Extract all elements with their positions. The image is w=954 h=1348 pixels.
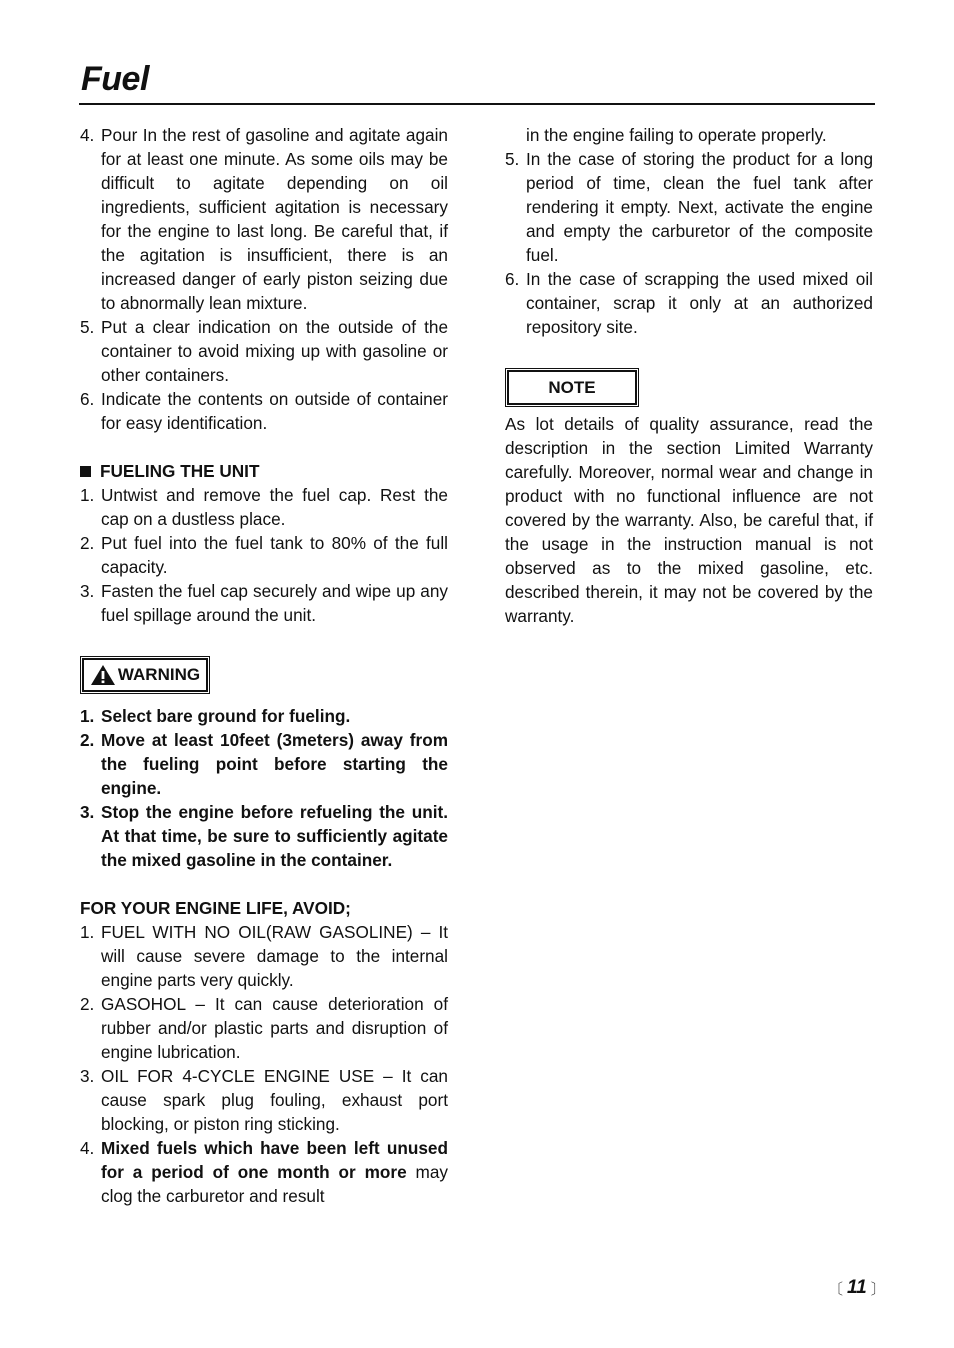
continuation-text: in the engine failing to operate properly.: [526, 125, 827, 145]
list-item: 6. In the case of scrapping the used mixed oil container, scrap it only at an authorized repository site.: [505, 269, 873, 337]
warning-list: [80, 704, 448, 872]
left-column: [80, 123, 448, 1208]
fueling-steps-list: [80, 483, 448, 627]
list-item: 3. OIL FOR 4-CYCLE ENGINE USE – It can cause spark plug fouling, exhaust port blocking, or piston ring sticking.: [80, 1066, 448, 1134]
list-item: 4. Mixed fuels which have been left unused for a period of one month or more may clog the carburetor and result: [80, 1138, 448, 1206]
list-item: 3. Stop the engine before refueling the unit. At that time, be sure to sufficiently agitate the mixed gasoline in the container.: [80, 802, 448, 870]
right-column: [505, 123, 873, 628]
list-item: 2. GASOHOL – It can cause deterioration of rubber and/or plastic parts and disruption of engine lubrication.: [80, 994, 448, 1062]
square-bullet-icon: [80, 466, 91, 477]
mixing-steps-list: [80, 123, 448, 435]
list-item: 1. Untwist and remove the fuel cap. Rest the cap on a dustless place.: [80, 485, 448, 529]
bracket-left-icon: 〔: [828, 1280, 844, 1298]
list-item: 1. Select bare ground for fueling.: [80, 706, 351, 726]
avoid-list: [80, 920, 448, 1208]
fueling-heading: FUELING THE UNIT: [80, 459, 448, 483]
list-item: 2. Put fuel into the fuel tank to 80% of the full capacity.: [80, 533, 448, 577]
warning-triangle-icon: [90, 664, 116, 686]
list-item: 1. FUEL WITH NO OIL(RAW GASOLINE) – It will cause severe damage to the internal engine parts very quickly.: [80, 922, 448, 990]
list-item: 4. Pour In the rest of gasoline and agitate again for at least one minute. As some oils may be difficult to agitate depending on oil ingredients, sufficient agitation is necessary for the engine to last long. Be careful that, if the agitation is insufficient, there is an increased danger of early piston seizing due to abnormally lean mixture.: [80, 125, 448, 313]
page-title: Fuel: [81, 60, 149, 98]
list-item: 2. Move at least 10feet (3meters) away from the fueling point before starting the engine.: [80, 730, 448, 798]
note-text: As lot details of quality assurance, read the description in the section Limited Warranty carefully. Moreover, normal wear and change in product with no functional influence are not covered by the warranty. Also, be careful that, if the usage in the instruction manual is not observed as to the mixed gasoline, etc. described therein, it may not be covered by the warranty.: [505, 414, 873, 626]
page-number: 〔 11 〕: [828, 1277, 886, 1298]
avoid-heading: FOR YOUR ENGINE LIFE, AVOID;: [80, 898, 351, 918]
title-rule: [79, 103, 875, 105]
note-label-box: NOTE: [507, 370, 637, 405]
list-item: 6. Indicate the contents on outside of container for easy identification.: [80, 389, 448, 433]
list-item: 5. In the case of storing the product for a long period of time, clean the fuel tank after rendering it empty. Next, activate the engine and empty the carburetor of the composite fuel.: [505, 149, 873, 265]
bracket-right-icon: 〕: [870, 1280, 886, 1298]
list-item: 5. Put a clear indication on the outside of the container to avoid mixing up with gasoline or other containers.: [80, 317, 448, 385]
list-item: 3. Fasten the fuel cap securely and wipe up any fuel spillage around the unit.: [80, 581, 448, 625]
warning-label-box: WARNING: [82, 658, 208, 692]
storage-list: [505, 147, 873, 339]
